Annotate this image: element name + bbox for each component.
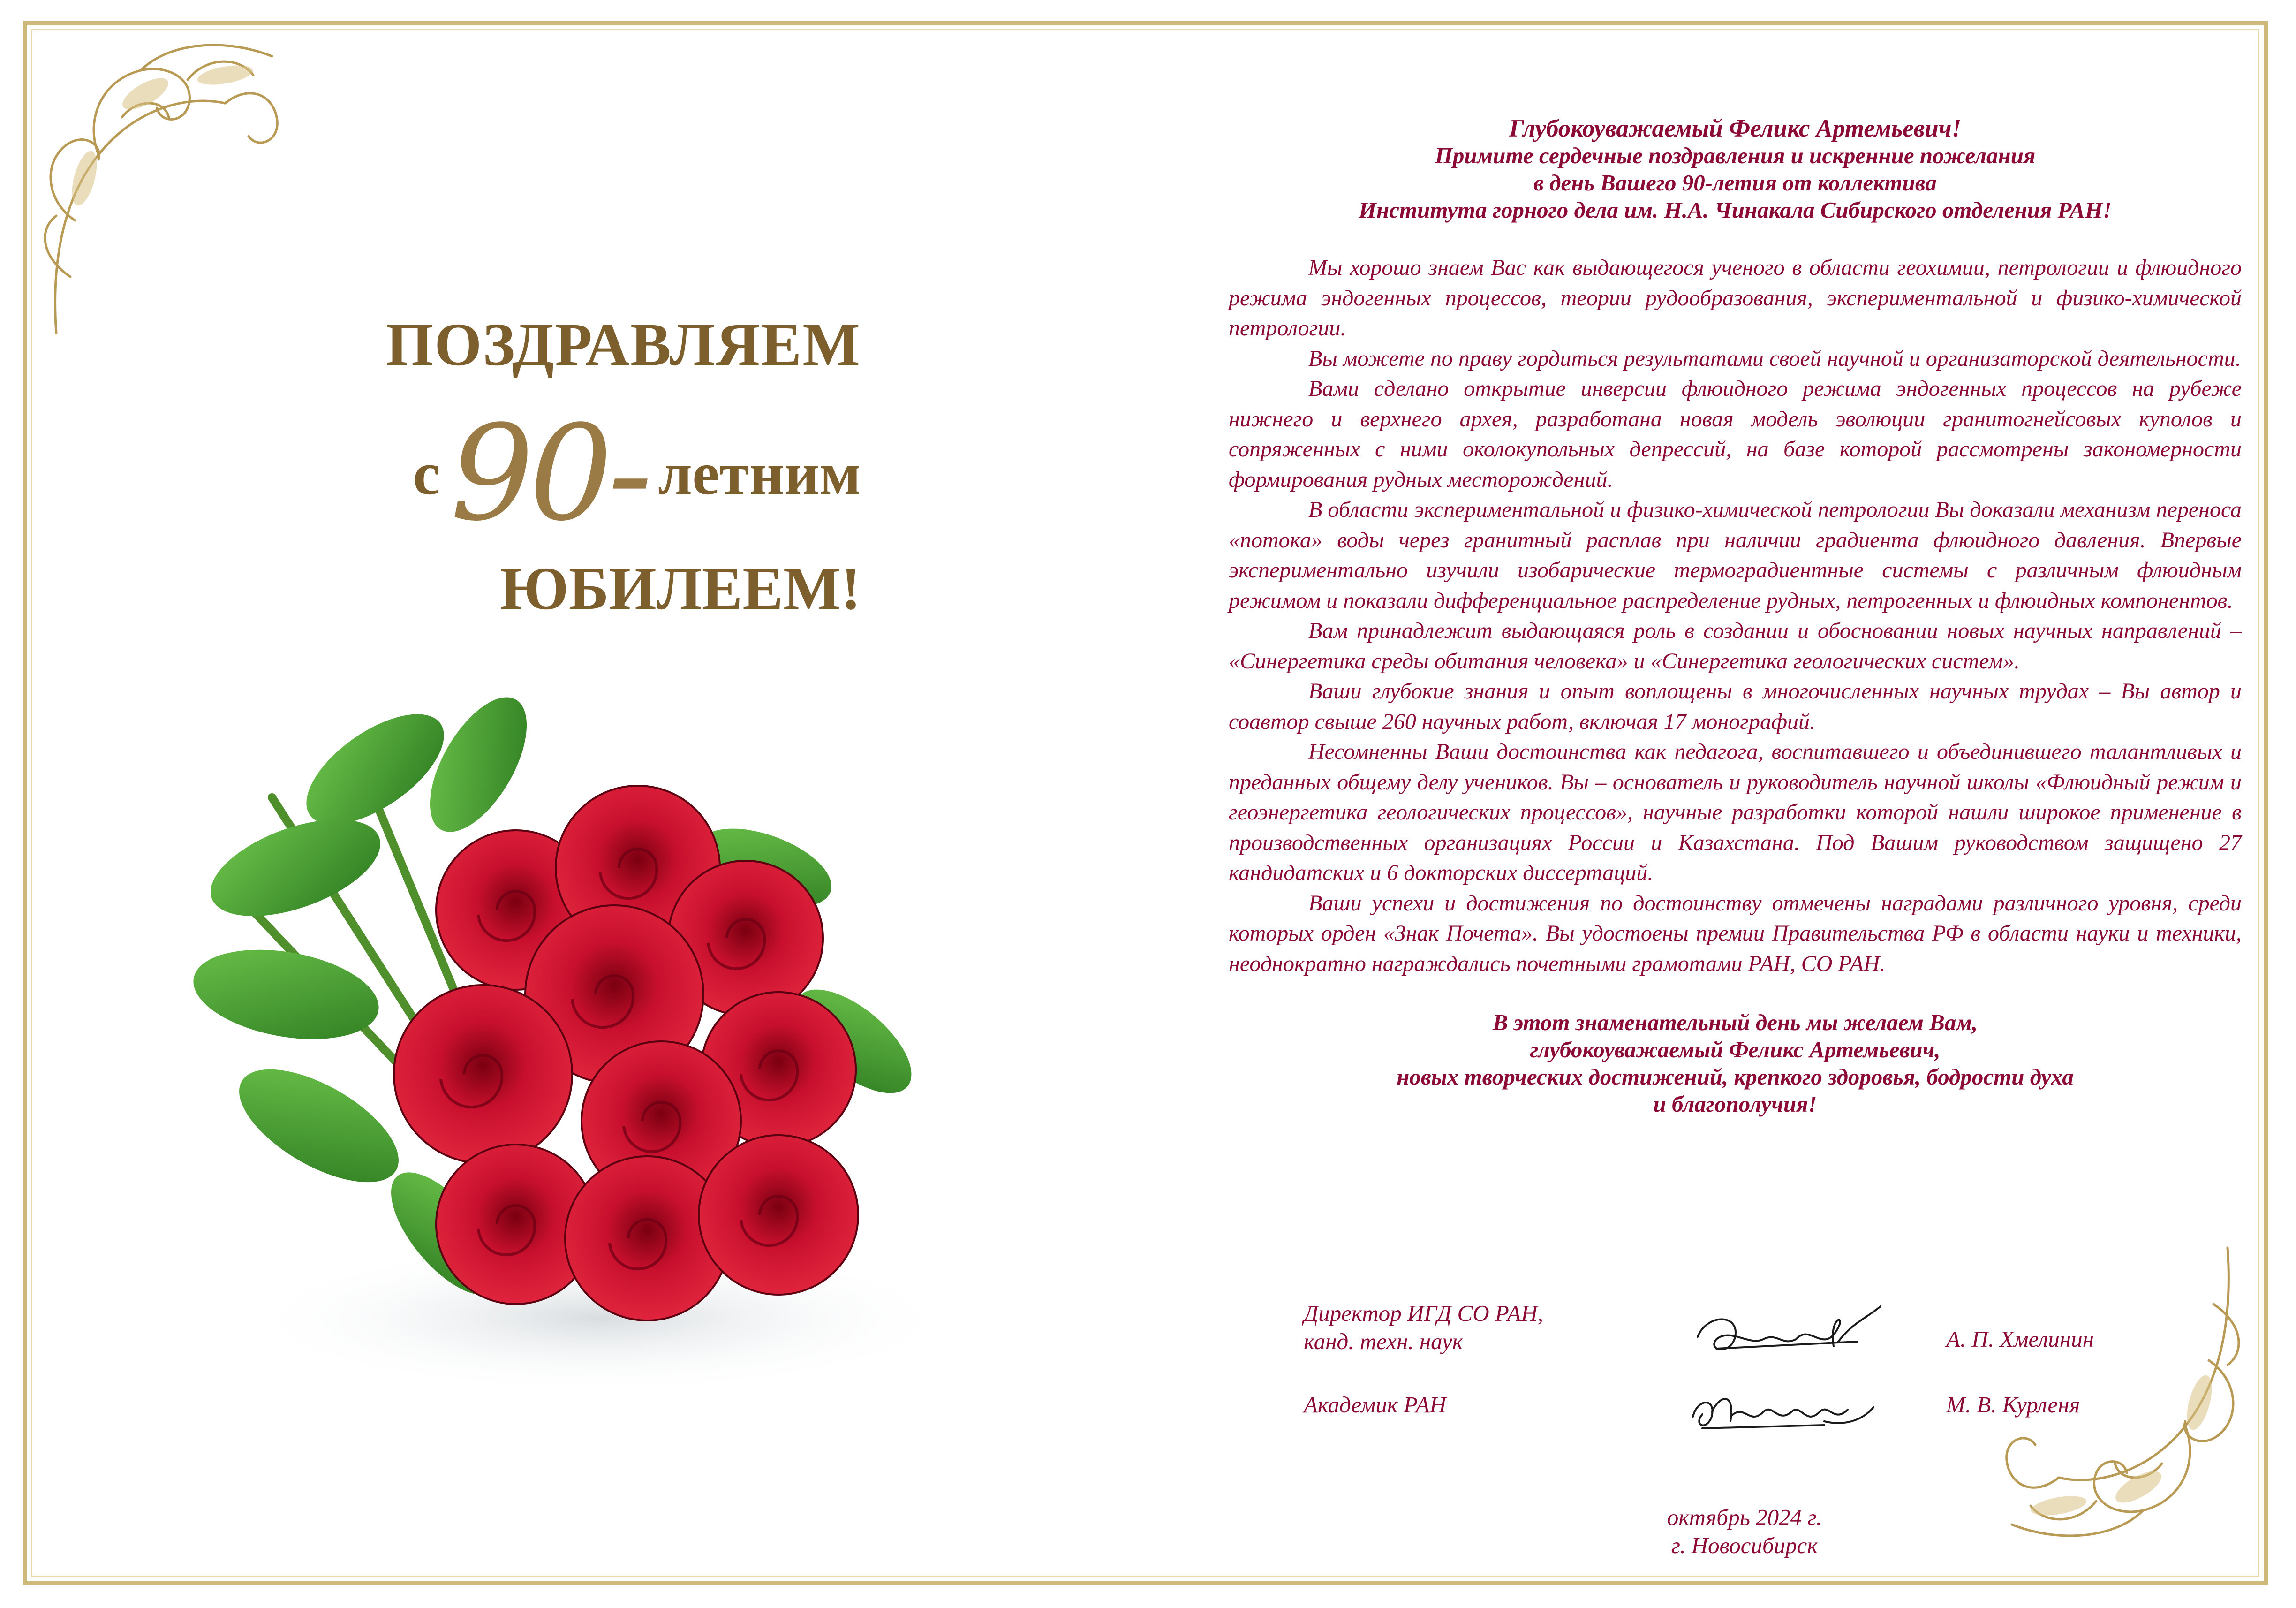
wishes-line: глубокоуважаемый Феликс Артемьевич, [1530, 1037, 1941, 1062]
body-paragraph: Вами сделано открытие инверсии флюидного режима эндогенных процессов на рубеже нижнего и верхнего архея, разработана новая модель эволюции гранитогнейсовых куполов и сопряженных с ними околокупольных депрессий, на базе которой рассмотрены закономерности формирования рудных месторождений. [1229, 376, 2242, 492]
wishes-line: и благополучия! [1653, 1091, 1817, 1117]
greeting-line: Института горного дела им. Н.А. Чинакала Сибирского отделения РАН! [1358, 197, 2112, 223]
headline-congratulate: ПОЗДРАВЛЯЕМ [386, 311, 861, 379]
body-paragraph: Ваши успехи и достижения по достоинству отмечены наградами различного уровня, среди которых орден «Знак Почета». Вы удостоены премии Правительства РФ в области науки и техники, неоднократно награждались почетными грамотами РАН, СО РАН. [1229, 890, 2242, 976]
greeting-line: в день Вашего 90-летия от коллектива [1533, 170, 1937, 196]
greeting-addressee: Глубокоуважаемый Феликс Артемьевич! [1509, 115, 1962, 142]
body-paragraph: Вы можете по праву гордиться результатами своей научной и организаторской деятельности. [1308, 346, 2241, 371]
body-paragraph: Мы хорошо знаем Вас как выдающегося ученого в области геохимии, петрологии и флюидного режима эндогенных процессов, теории рудообразования, экспериментальной и физико-химической петрологии. [1229, 255, 2242, 341]
greeting-line: Примите сердечные поздравления и искренние пожелания [1435, 143, 2036, 168]
red-roses-bouquet-image [178, 647, 1069, 1417]
headline-number: 90- [450, 397, 648, 550]
headline-prefix: с [413, 440, 440, 508]
body-paragraph: В области экспериментальной и физико-химической петрологии Вы доказали механизм переноса «потока» воды через гранитный расплав при наличии градиента флюидного давления. Впервые экспериментально изучили изобарические термоградиентные системы с различным флюидным режимом и показали дифференциальное распределение рудных, петрогенных и флюидных компонентов. [1229, 497, 2242, 613]
letter-body [1229, 253, 2242, 979]
letter-greeting [1229, 115, 2242, 224]
date-place [1604, 1503, 1885, 1560]
director-degree-line: канд. техн. наук [1304, 1328, 1463, 1354]
body-paragraph: Несомненны Ваши достоинства как педагога, воспитавшего и объединившего талантливых и преданных общему делу учеников. Вы – основатель и руководитель научной школы «Флюидный режим и геоэнергетика геологических процессов», научные разработки которой нашли широкое применение в производственных организациях России и Казахстана. Под Вашим руководством защищено 27 кандидатских и 6 докторских диссертаций. [1229, 739, 2242, 885]
director-title [1304, 1299, 1543, 1356]
body-paragraph: Ваши глубокие знания и опыт воплощены в многочисленных научных трудах – Вы автор и соавтор свыше 260 научных работ, включая 17 монографий. [1229, 679, 2242, 734]
director-name: А. П. Хмелинин [1946, 1326, 2094, 1352]
wishes-line: новых творческих достижений, крепкого здоровья, бодрости духа [1397, 1064, 2074, 1090]
corner-ornament-top-left [28, 23, 291, 342]
headline-suffix: летним [658, 440, 861, 508]
body-paragraph: Вам принадлежит выдающаяся роль в создании и обосновании новых научных направлений – «Синергетика среды обитания человека» и «Синергетика геологических систем». [1229, 618, 2242, 674]
headline-jubilee: ЮБИЛЕЕМ! [500, 555, 861, 622]
letter-date: октябрь 2024 г. [1667, 1504, 1822, 1530]
letter-wishes [1229, 1009, 2242, 1118]
director-title-line: Директор ИГД СО РАН, [1304, 1300, 1544, 1326]
headline-anniversary-line [413, 397, 861, 550]
wishes-line: В этот знаменательный день мы желаем Вам, [1492, 1009, 1978, 1035]
academic-title: Академик РАН [1304, 1392, 1446, 1418]
academic-signature [1684, 1379, 1881, 1440]
letter-text-block [1229, 115, 2242, 1118]
academic-name: М. В. Курленя [1946, 1392, 2080, 1418]
letter-city: г. Новосибирск [1671, 1532, 1818, 1558]
director-signature [1688, 1295, 1885, 1374]
